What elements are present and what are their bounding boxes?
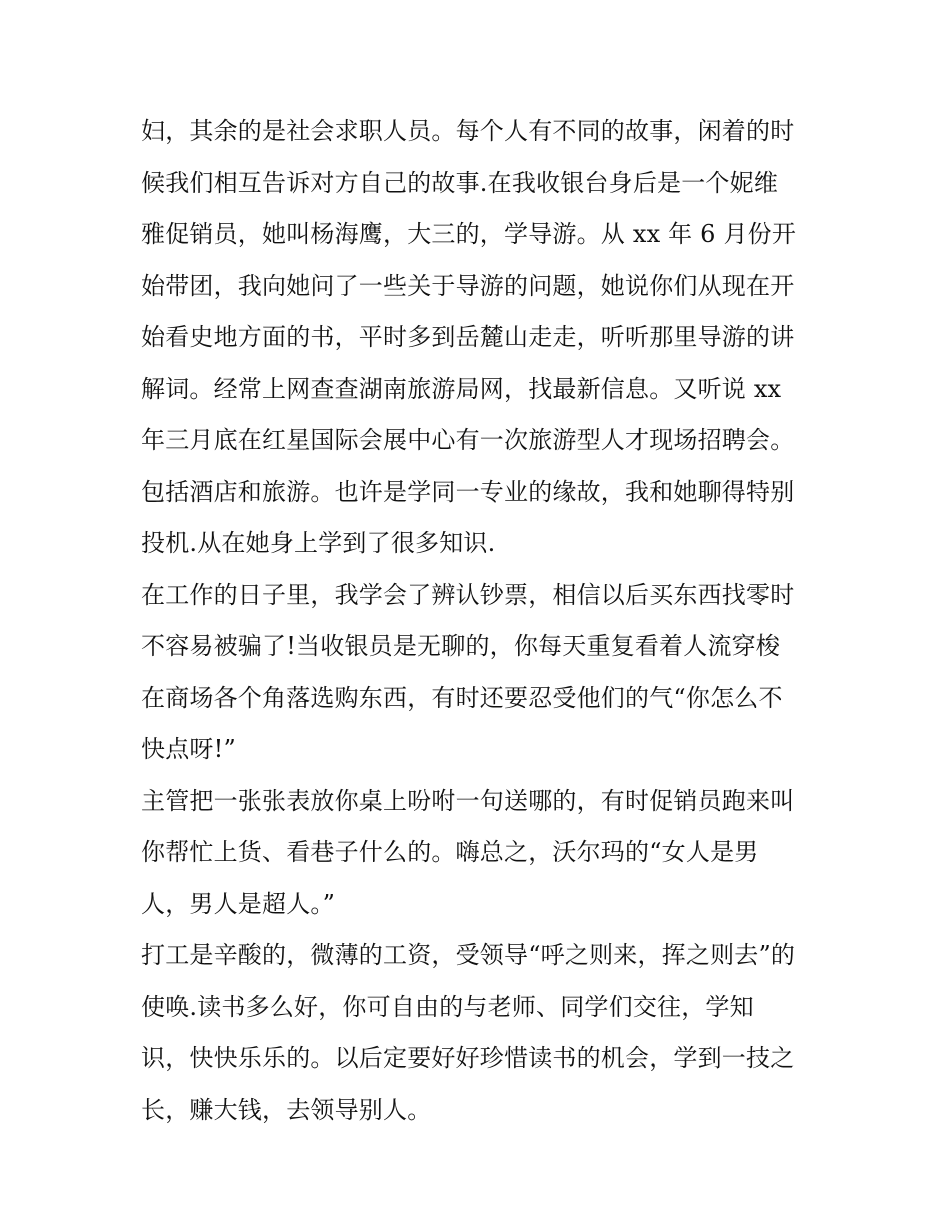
body-text	[141, 106, 821, 1136]
text-line: 包括酒店和旅游。也许是学同一专业的缘故，我和她聊得特别	[141, 477, 795, 506]
text-line: 投机.从在她身上学到了很多知识.	[141, 529, 496, 557]
text-line: 快点呀!”	[141, 735, 236, 763]
text-line: 年三月底在红星国际会展中心有一次旅游型人才现场招聘会。	[141, 426, 795, 454]
text-line: 使唤.读书多么好，你可自由的与老师、同学们交往，学知	[141, 992, 754, 1021]
text-line: 妇，其余的是社会求职人员。每个人有不同的故事，闲着的时	[141, 117, 795, 145]
text-line: 在商场各个角落选购东西，有时还要忍受他们的气“你怎么不	[141, 683, 783, 712]
text-line: 不容易被骗了!当收银员是无聊的，你每天重复看着人流穿梭	[141, 632, 781, 660]
text-line: 主管把一张张表放你桌上吩咐一句送哪的，有时促销员跑来叫	[141, 786, 795, 815]
text-line: 识，快快乐乐的。以后定要好好珍惜读书的机会，学到一技之	[141, 1044, 795, 1072]
text-line: 始带团，我向她问了一些关于导游的问题，她说你们从现在开	[141, 271, 795, 300]
text-line: 打工是辛酸的，微薄的工资，受领导“呼之则来，挥之则去”的	[141, 941, 796, 969]
text-line: 长，赚大钱，去领导别人。	[141, 1095, 432, 1124]
text-line: 解词。经常上网查查湖南旅游局网，找最新信息。又听说 xx	[141, 374, 782, 403]
text-line: 你帮忙上货、看巷子什么的。嗨总之，沃尔玛的“女人是男	[141, 838, 759, 866]
text-line: 候我们相互告诉对方自己的故事.在我收银台身后是一个妮维	[141, 168, 779, 197]
text-line: 始看史地方面的书，平时多到岳麓山走走，听听那里导游的讲	[141, 323, 795, 351]
text-line: 人，男人是超人。”	[141, 889, 336, 918]
text-line: 在工作的日子里，我学会了辨认钞票，相信以后买东西找零时	[141, 580, 795, 609]
text-line: 雅促销员，她叫杨海鹰，大三的，学导游。从 xx 年 6 月份开	[141, 220, 797, 248]
